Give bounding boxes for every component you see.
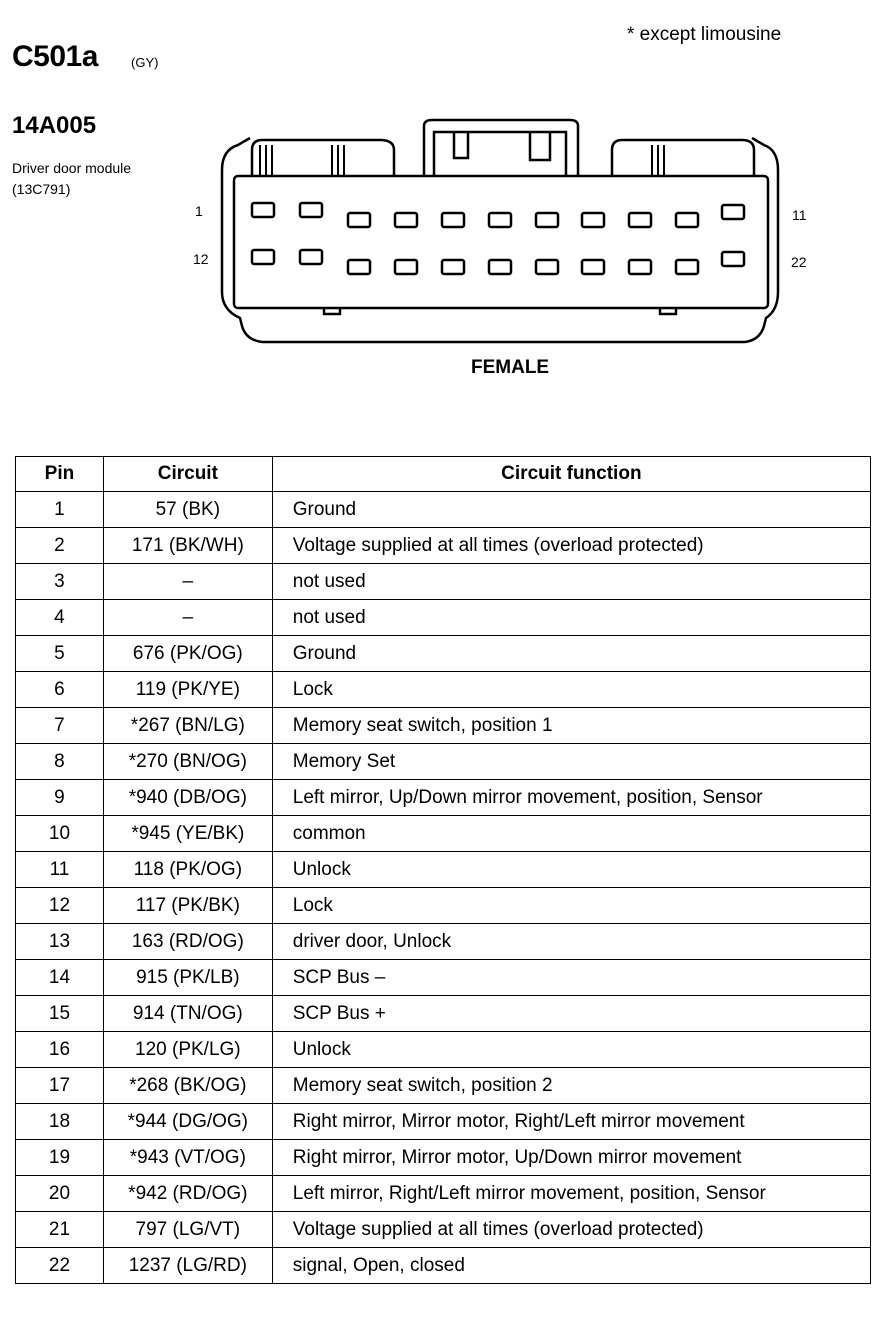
table-row [16, 1032, 871, 1068]
pin-cell: 7 [16, 708, 104, 744]
function-cell: Memory seat switch, position 2 [272, 1068, 870, 1104]
pin-cell: 15 [16, 996, 104, 1032]
function-cell: Lock [272, 888, 870, 924]
table-row [16, 1104, 871, 1140]
circuit-cell: *267 (BN/LG) [103, 708, 272, 744]
pin-cell: 2 [16, 528, 104, 564]
circuit-cell: – [103, 600, 272, 636]
pin-cell: 10 [16, 816, 104, 852]
pin-cavity [395, 260, 417, 274]
function-cell: Unlock [272, 852, 870, 888]
circuit-cell: *940 (DB/OG) [103, 780, 272, 816]
module-name: Driver door module [12, 160, 132, 176]
function-cell: Right mirror, Mirror motor, Right/Left mirror movement [272, 1104, 870, 1140]
table-row [16, 636, 871, 672]
circuit-cell: 118 (PK/OG) [103, 852, 272, 888]
circuit-cell: *268 (BK/OG) [103, 1068, 272, 1104]
circuit-cell: – [103, 564, 272, 600]
pin-cell: 11 [16, 852, 104, 888]
table-row [16, 996, 871, 1032]
connector-id: C501a [12, 40, 98, 73]
footnote: * except limousine [627, 24, 782, 45]
circuit-cell: *944 (DG/OG) [103, 1104, 272, 1140]
pin-cell: 21 [16, 1212, 104, 1248]
function-cell: common [272, 816, 870, 852]
function-cell: not used [272, 600, 870, 636]
pin-cavity [489, 213, 511, 227]
function-cell: not used [272, 564, 870, 600]
pin-cell: 19 [16, 1140, 104, 1176]
function-cell: Memory Set [272, 744, 870, 780]
pin-cavity [348, 260, 370, 274]
pin-cell: 9 [16, 780, 104, 816]
circuit-cell: 117 (PK/BK) [103, 888, 272, 924]
pin-cavity [676, 260, 698, 274]
pin-cell: 6 [16, 672, 104, 708]
pin-cell: 22 [16, 1248, 104, 1284]
function-cell: Lock [272, 672, 870, 708]
function-cell: Left mirror, Right/Left mirror movement, position, Sensor [272, 1176, 870, 1212]
pin-cavity [536, 213, 558, 227]
pin-cavity [300, 203, 322, 217]
pin-cell: 4 [16, 600, 104, 636]
pin-cell: 5 [16, 636, 104, 672]
pin-cell: 1 [16, 492, 104, 528]
pin-cell: 8 [16, 744, 104, 780]
pin-cavity [582, 213, 604, 227]
table-row [16, 1212, 871, 1248]
pin-cavity [252, 203, 274, 217]
circuit-cell: *942 (RD/OG) [103, 1176, 272, 1212]
pin-cavity [722, 205, 744, 219]
circuit-cell: 163 (RD/OG) [103, 924, 272, 960]
pin-cell: 17 [16, 1068, 104, 1104]
pin-cell: 14 [16, 960, 104, 996]
table-row [16, 564, 871, 600]
circuit-cell: 797 (LG/VT) [103, 1212, 272, 1248]
pin-cavity [395, 213, 417, 227]
pin-label-22: 22 [791, 254, 807, 270]
function-cell: Right mirror, Mirror motor, Up/Down mirror movement [272, 1140, 870, 1176]
table-row [16, 924, 871, 960]
connector-gender-label: FEMALE [471, 357, 550, 378]
connector-color-code: (GY) [131, 55, 159, 70]
function-cell: Unlock [272, 1032, 870, 1068]
pin-cell: 13 [16, 924, 104, 960]
table-row [16, 888, 871, 924]
pin-cavity [442, 260, 464, 274]
header-circuit: Circuit [103, 457, 272, 492]
pin-label-12: 12 [193, 251, 209, 267]
pin-cavity [536, 260, 558, 274]
table-row [16, 600, 871, 636]
circuit-cell: 676 (PK/OG) [103, 636, 272, 672]
part-number: 14A005 [12, 112, 97, 139]
pin-cavity [300, 250, 322, 264]
pin-cavity [629, 260, 651, 274]
pin-cavity [582, 260, 604, 274]
pin-cavity [442, 213, 464, 227]
header-pin: Pin [16, 457, 104, 492]
table-row [16, 492, 871, 528]
function-cell: driver door, Unlock [272, 924, 870, 960]
pin-cavity [252, 250, 274, 264]
circuit-cell: 119 (PK/YE) [103, 672, 272, 708]
function-cell: Voltage supplied at all times (overload protected) [272, 528, 870, 564]
table-row [16, 852, 871, 888]
pin-cell: 18 [16, 1104, 104, 1140]
circuit-cell: 1237 (LG/RD) [103, 1248, 272, 1284]
pin-label-11: 11 [792, 207, 807, 223]
table-row [16, 1068, 871, 1104]
pin-table [15, 456, 871, 1284]
function-cell: signal, Open, closed [272, 1248, 870, 1284]
circuit-cell: *943 (VT/OG) [103, 1140, 272, 1176]
table-row [16, 780, 871, 816]
header-function: Circuit function [272, 457, 870, 492]
connector-face-diagram [0, 0, 886, 400]
module-code: (13C791) [12, 181, 71, 197]
circuit-cell: 915 (PK/LB) [103, 960, 272, 996]
pin-cavity [676, 213, 698, 227]
table-header-row [16, 457, 871, 492]
function-cell: Memory seat switch, position 1 [272, 708, 870, 744]
function-cell: SCP Bus – [272, 960, 870, 996]
circuit-cell: *270 (BN/OG) [103, 744, 272, 780]
table-row [16, 528, 871, 564]
table-row [16, 708, 871, 744]
function-cell: Ground [272, 492, 870, 528]
table-row [16, 1176, 871, 1212]
function-cell: Left mirror, Up/Down mirror movement, position, Sensor [272, 780, 870, 816]
pin-cavity [348, 213, 370, 227]
pin-cavity [629, 213, 651, 227]
pin-cavity [489, 260, 511, 274]
table-row [16, 816, 871, 852]
table-row [16, 1248, 871, 1284]
table-body [16, 492, 871, 1284]
table-row [16, 672, 871, 708]
circuit-cell: 914 (TN/OG) [103, 996, 272, 1032]
circuit-cell: *945 (YE/BK) [103, 816, 272, 852]
function-cell: Voltage supplied at all times (overload protected) [272, 1212, 870, 1248]
function-cell: Ground [272, 636, 870, 672]
table-row [16, 1140, 871, 1176]
pin-cell: 16 [16, 1032, 104, 1068]
pin-cavity [722, 252, 744, 266]
circuit-cell: 171 (BK/WH) [103, 528, 272, 564]
pin-label-1: 1 [195, 203, 203, 219]
table-row [16, 960, 871, 996]
pin-cell: 3 [16, 564, 104, 600]
function-cell: SCP Bus + [272, 996, 870, 1032]
pin-cell: 20 [16, 1176, 104, 1212]
circuit-cell: 57 (BK) [103, 492, 272, 528]
circuit-cell: 120 (PK/LG) [103, 1032, 272, 1068]
table-row [16, 744, 871, 780]
pin-cell: 12 [16, 888, 104, 924]
